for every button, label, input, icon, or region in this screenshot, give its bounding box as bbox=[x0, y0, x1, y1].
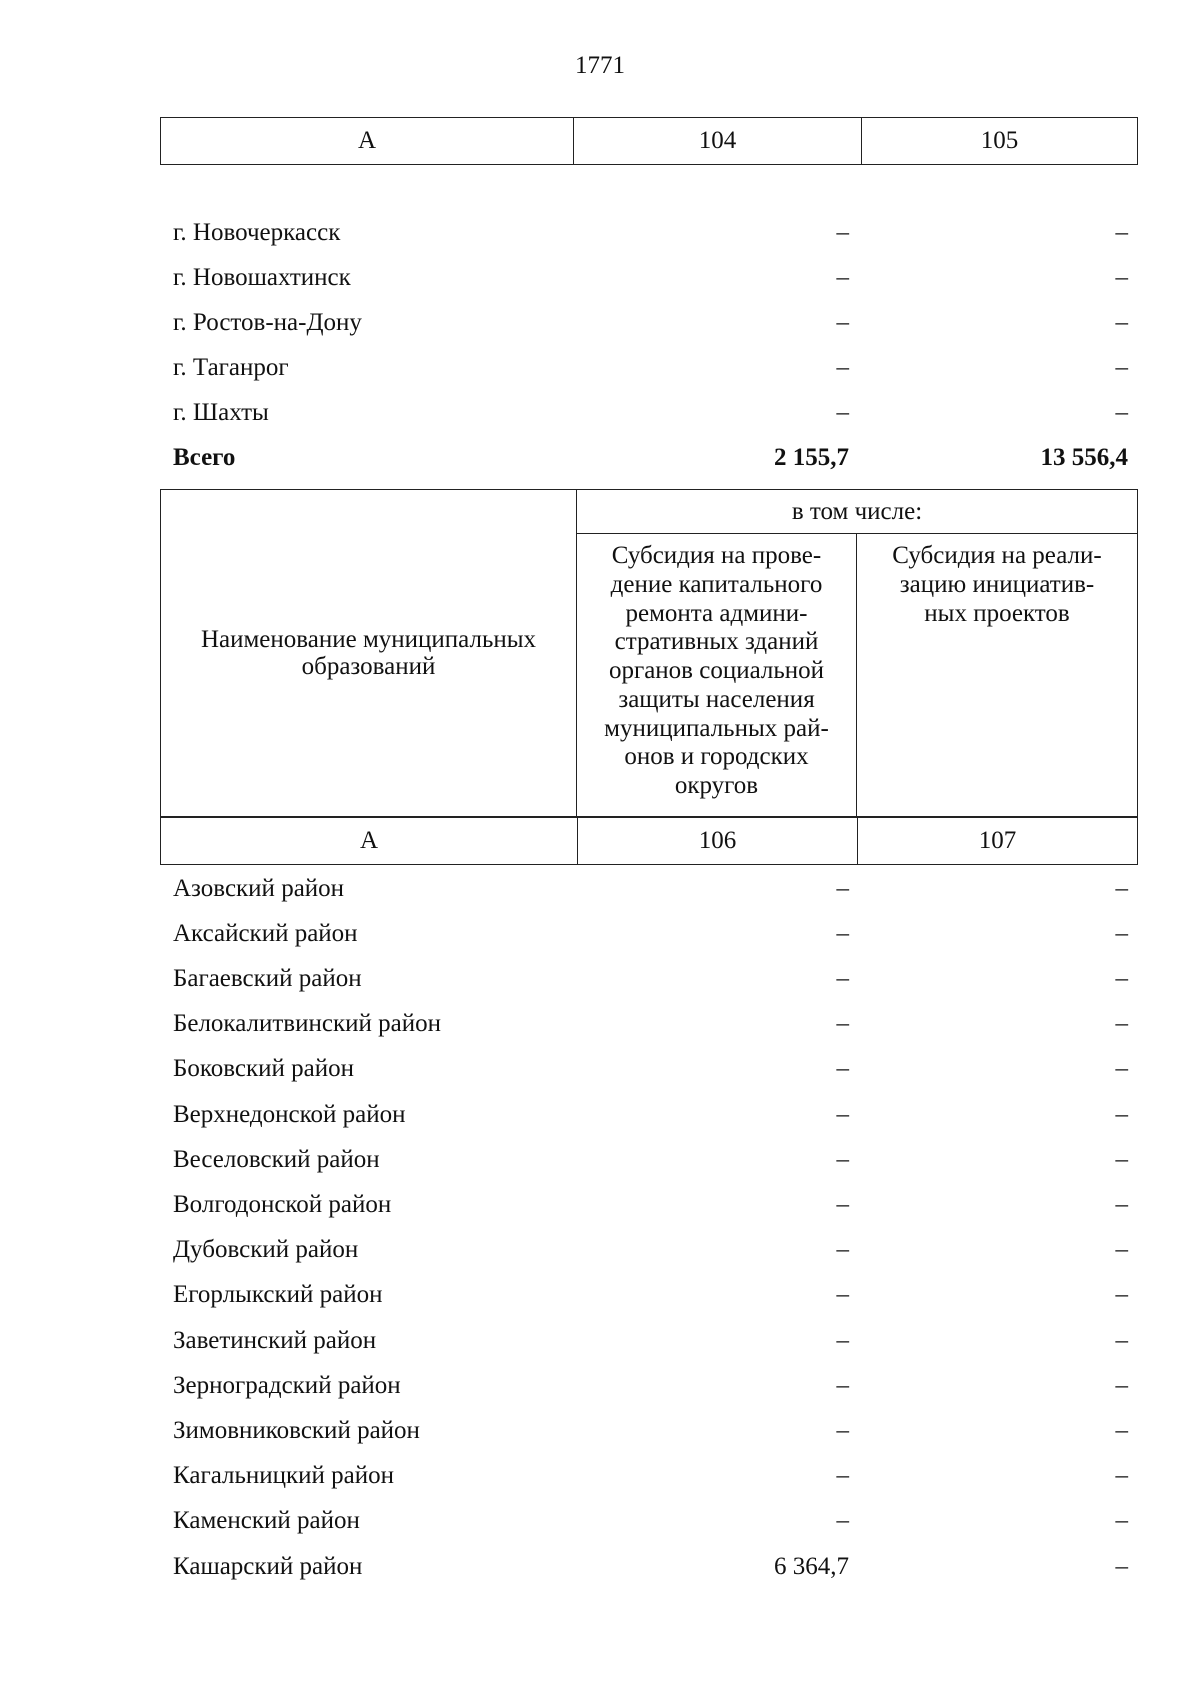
table-row bbox=[160, 1318, 1138, 1363]
row-value-2: – bbox=[1115, 1010, 1128, 1038]
column-number-cell: 107 bbox=[857, 818, 1137, 864]
row-value-1: 6 364,7 bbox=[774, 1552, 849, 1580]
row-name: г. Шахты bbox=[173, 398, 269, 426]
table-row bbox=[160, 1047, 1138, 1092]
row-value-1: – bbox=[836, 1100, 849, 1128]
header-line: органов социальной bbox=[608, 657, 825, 684]
row-value-2: – bbox=[1115, 964, 1128, 992]
row-name: Зерноградский район bbox=[173, 1371, 401, 1399]
column-numbers-header-bottom bbox=[160, 817, 1138, 865]
table-row bbox=[160, 911, 1138, 956]
total-row bbox=[160, 435, 1138, 480]
row-value-2: – bbox=[1115, 919, 1128, 947]
table-row bbox=[160, 1137, 1138, 1182]
row-value-2: – bbox=[1115, 1326, 1128, 1354]
row-value-1: – bbox=[836, 1326, 849, 1354]
row-value-1: – bbox=[836, 1190, 849, 1218]
header-line: защиты населения bbox=[618, 685, 815, 713]
table-row bbox=[160, 390, 1138, 435]
table-row bbox=[160, 210, 1138, 255]
table-row bbox=[160, 1363, 1138, 1408]
row-value-1: – bbox=[836, 263, 849, 291]
row-value-1: – bbox=[836, 919, 849, 947]
row-value-1: – bbox=[836, 218, 849, 246]
row-name: Азовский район bbox=[173, 874, 345, 902]
table-row bbox=[160, 1544, 1138, 1589]
row-name: Егорлыкский район bbox=[173, 1281, 383, 1309]
row-value-2: – bbox=[1115, 1055, 1128, 1083]
table-header bbox=[160, 489, 1138, 817]
row-name: г. Таганрог bbox=[173, 353, 289, 381]
row-value-2: 13 556,4 bbox=[1040, 443, 1128, 471]
row-name: Верхнедонской район bbox=[173, 1100, 406, 1128]
row-value-1: – bbox=[836, 1055, 849, 1083]
row-name: Кагальницкий район bbox=[173, 1462, 395, 1490]
header-line: округов bbox=[674, 772, 759, 799]
header-line: Наименование муниципальных bbox=[200, 625, 537, 653]
header-line: стративных зданий bbox=[614, 628, 819, 656]
header-line: дение капитального bbox=[610, 570, 823, 598]
row-value-2: – bbox=[1115, 1371, 1128, 1399]
table-row bbox=[160, 1092, 1138, 1137]
table-row bbox=[160, 956, 1138, 1001]
header-line: образований bbox=[301, 653, 436, 680]
column-number-cell: А bbox=[357, 127, 377, 154]
row-name: Каменский район bbox=[173, 1507, 360, 1535]
header-line: Субсидия на прове- bbox=[611, 542, 822, 569]
row-name: г. Новошахтинск bbox=[173, 263, 351, 291]
row-value-1: – bbox=[836, 1462, 849, 1490]
table-row bbox=[160, 1182, 1138, 1227]
header-line: ремонта админи- bbox=[625, 599, 808, 627]
row-name: Веселовский район bbox=[173, 1145, 380, 1173]
row-value-1: – bbox=[836, 874, 849, 902]
row-name: Дубовский район bbox=[173, 1236, 359, 1264]
header-line: ных проектов bbox=[924, 599, 1070, 627]
row-value-2: – bbox=[1115, 1100, 1128, 1128]
row-name: Всего bbox=[173, 443, 236, 471]
row-value-2: – bbox=[1115, 1281, 1128, 1309]
row-value-1: – bbox=[836, 308, 849, 336]
row-value-2: – bbox=[1115, 1236, 1128, 1264]
header-municipality-name bbox=[161, 490, 577, 816]
row-value-2: – bbox=[1115, 398, 1128, 426]
row-name: Аксайский район bbox=[173, 919, 358, 947]
column-numbers-header-top bbox=[160, 117, 1138, 165]
row-value-2: – bbox=[1115, 1462, 1128, 1490]
row-name: г. Новочеркасск bbox=[173, 218, 341, 246]
row-value-2: – bbox=[1115, 1552, 1128, 1580]
row-value-1: – bbox=[836, 1416, 849, 1444]
row-value-2: – bbox=[1115, 308, 1128, 336]
table-row bbox=[160, 300, 1138, 345]
header-line: Субсидия на реали- bbox=[892, 542, 1102, 569]
row-value-2: – bbox=[1115, 353, 1128, 381]
row-value-2: – bbox=[1115, 218, 1128, 246]
row-name: Багаевский район bbox=[173, 964, 362, 992]
row-value-1: – bbox=[836, 353, 849, 381]
row-name: Кашарский район bbox=[173, 1552, 363, 1580]
row-value-1: – bbox=[836, 1507, 849, 1535]
row-value-1: – bbox=[836, 1145, 849, 1173]
row-value-1: – bbox=[836, 398, 849, 426]
table-row bbox=[160, 1499, 1138, 1544]
table-row bbox=[160, 345, 1138, 390]
row-value-2: – bbox=[1115, 1507, 1128, 1535]
table-row bbox=[160, 255, 1138, 300]
table-row bbox=[160, 1454, 1138, 1499]
header-line: муниципальных рай- bbox=[604, 714, 829, 742]
row-name: г. Ростов-на-Дону bbox=[173, 308, 362, 336]
table-row bbox=[160, 1408, 1138, 1453]
header-line: зацию инициатив- bbox=[899, 570, 1095, 598]
row-value-1: – bbox=[836, 964, 849, 992]
column-number-cell: 105 bbox=[861, 118, 1137, 164]
column-number-cell: 106 bbox=[577, 818, 857, 864]
row-value-1: – bbox=[836, 1281, 849, 1309]
row-value-1: – bbox=[836, 1010, 849, 1038]
row-name: Волгодонской район bbox=[173, 1190, 392, 1218]
table-row bbox=[160, 1002, 1138, 1047]
row-value-2: – bbox=[1115, 874, 1128, 902]
row-value-1: 2 155,7 bbox=[774, 443, 849, 471]
header-including: в том числе: bbox=[577, 490, 1137, 534]
row-name: Заветинский район bbox=[173, 1326, 377, 1354]
row-name: Белокалитвинский район bbox=[173, 1010, 441, 1038]
table-row bbox=[160, 866, 1138, 911]
row-value-1: – bbox=[836, 1236, 849, 1264]
row-value-1: – bbox=[836, 1371, 849, 1399]
header-subsidy-capital-repair bbox=[577, 534, 857, 816]
page-number: 1771 bbox=[575, 52, 625, 79]
table-row bbox=[160, 1228, 1138, 1273]
column-number-cell: А bbox=[359, 827, 379, 854]
row-name: Боковский район bbox=[173, 1055, 354, 1083]
row-value-2: – bbox=[1115, 1190, 1128, 1218]
row-name: Зимовниковский район bbox=[173, 1416, 420, 1444]
row-value-2: – bbox=[1115, 1145, 1128, 1173]
row-value-2: – bbox=[1115, 263, 1128, 291]
column-number-cell: 104 bbox=[573, 118, 861, 164]
header-line: онов и городских bbox=[624, 743, 809, 771]
row-value-2: – bbox=[1115, 1416, 1128, 1444]
table-row bbox=[160, 1273, 1138, 1318]
header-subsidy-initiative-projects bbox=[857, 534, 1137, 816]
